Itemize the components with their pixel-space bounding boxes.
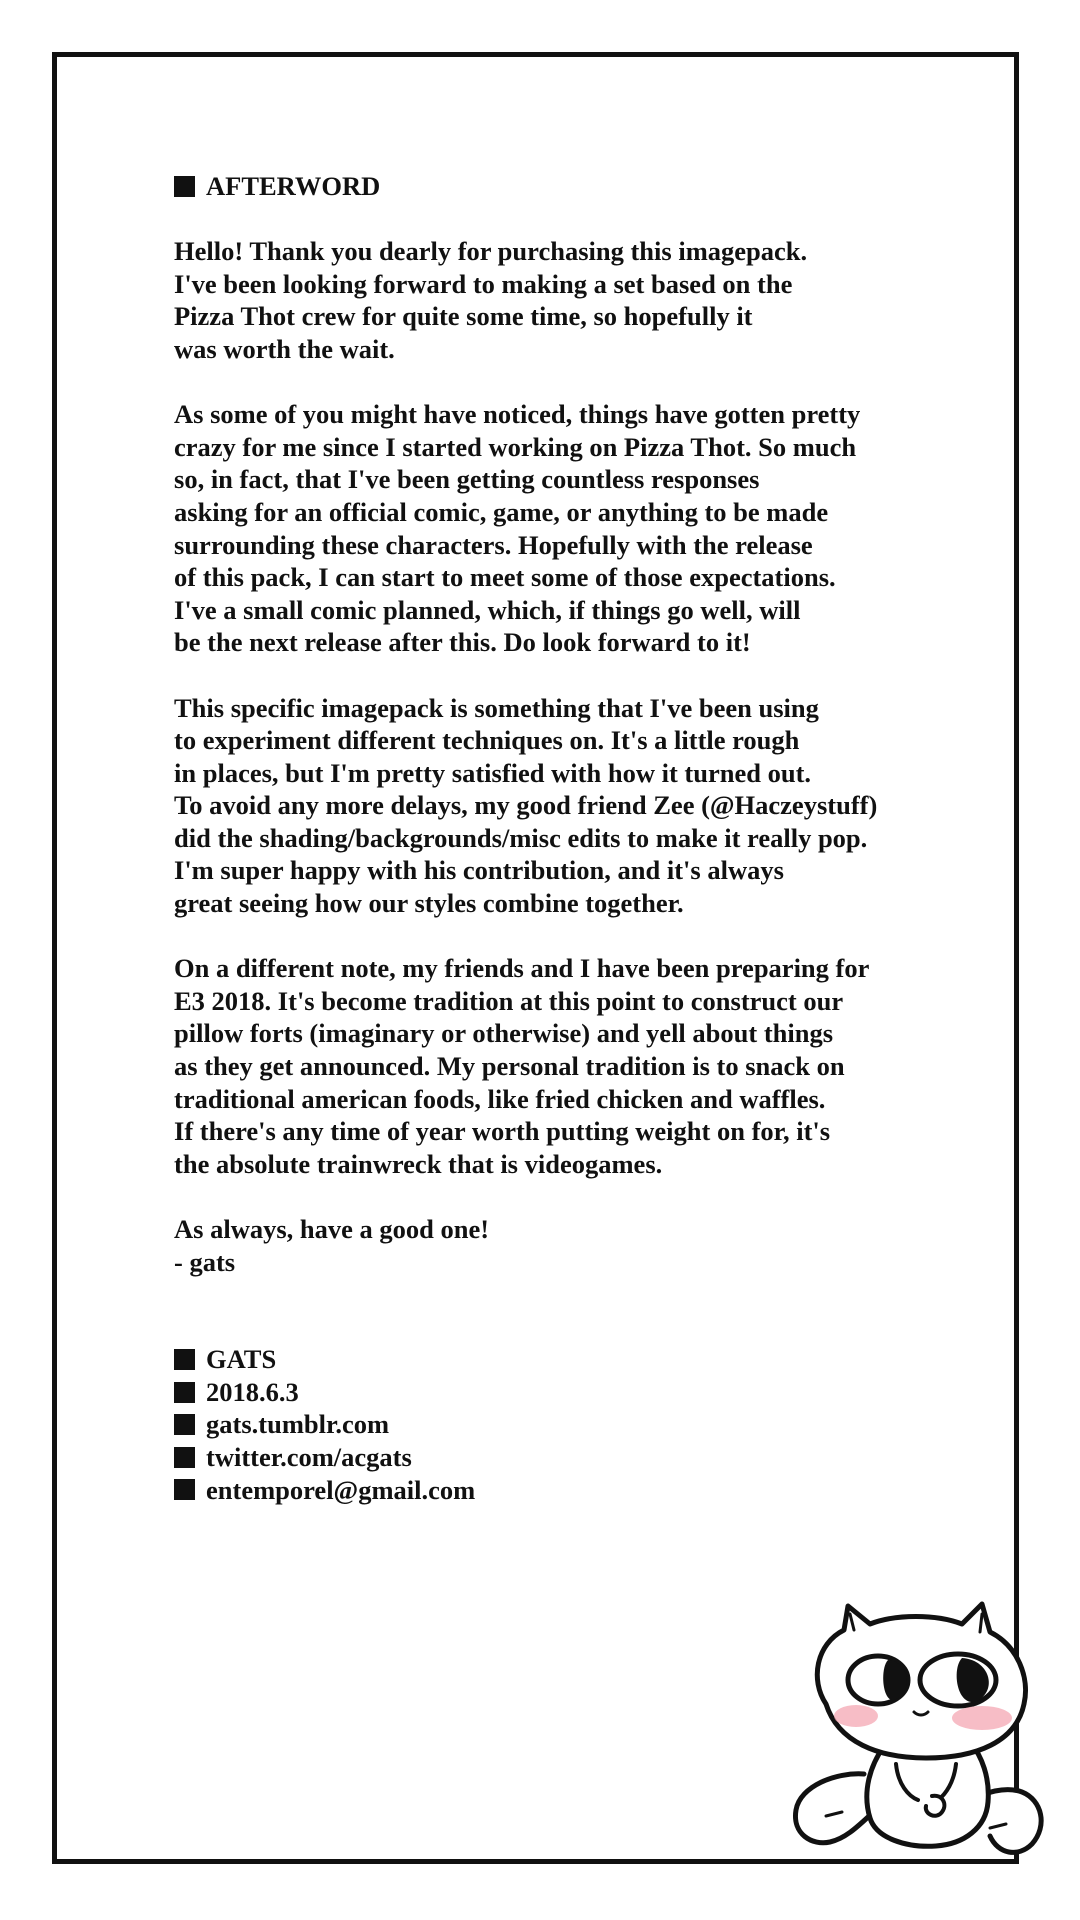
paragraph-4 [174,952,974,1180]
info-item-text: 2018.6.3 [206,1376,299,1407]
cat-mascot-icon [786,1596,1056,1872]
paragraph-line: was worth the wait. [174,333,395,364]
square-bullet-icon [174,1479,195,1500]
paragraph-line: As some of you might have noticed, things have gotten pretty [174,399,861,430]
afterword-heading-text: AFTERWORD [206,171,381,201]
paragraph-line: If there's any time of year worth putting weight on for, it's [174,1116,831,1147]
afterword-text [174,170,974,1506]
paragraph-line: as they get announced. My personal tradition is to snack on [174,1051,845,1082]
paragraph-line: great seeing how our styles combine together. [174,888,684,919]
paragraph-line: the absolute trainwreck that is videogames. [174,1148,663,1179]
paragraph-line: This specific imagepack is something that I've been using [174,692,819,723]
info-item-text: twitter.com/acgats [206,1441,412,1472]
square-bullet-icon [174,1447,195,1468]
paragraph-line: pillow forts (imaginary or otherwise) and yell about things [174,1018,834,1049]
info-item-text: GATS [206,1344,277,1375]
paragraph-line: traditional american foods, like fried chicken and waffles. [174,1083,826,1114]
paragraph-line: of this pack, I can start to meet some of those expectations. [174,562,836,593]
paragraph-line: Pizza Thot crew for quite some time, so hopefully it [174,301,753,332]
paragraph-line: be the next release after this. Do look forward to it! [174,627,751,658]
info-item-text: entemporel@gmail.com [206,1474,476,1505]
paragraph-line: I've been looking forward to making a set based on the [174,268,793,299]
info-item-name [174,1343,974,1376]
info-item-tumblr [174,1408,974,1441]
paragraph-2 [174,398,974,659]
author-info-list [174,1343,974,1506]
info-item-date [174,1376,974,1409]
signoff-signature: - gats [174,1246,236,1277]
paragraph-line: in places, but I'm pretty satisfied with how it turned out. [174,757,812,788]
paragraph-line: E3 2018. It's become tradition at this point to construct our [174,985,844,1016]
signoff-line: As always, have a good one! [174,1214,490,1244]
paragraph-line: so, in fact, that I've been getting countless responses [174,464,760,495]
paragraph-line: surrounding these characters. Hopefully with the release [174,529,813,560]
info-item-twitter [174,1441,974,1474]
info-item-text: gats.tumblr.com [206,1409,390,1440]
paragraph-line: to experiment different techniques on. It's a little rough [174,725,800,756]
paragraph-1 [174,235,974,365]
info-item-email [174,1474,974,1507]
paragraph-3 [174,692,974,920]
square-bullet-icon [174,1382,195,1403]
paragraph-line: asking for an official comic, game, or anything to be made [174,496,829,527]
paragraph-line: On a different note, my friends and I have been preparing for [174,953,870,984]
square-bullet-icon [174,1349,195,1370]
paragraph-line: Hello! Thank you dearly for purchasing this imagepack. [174,236,808,267]
paragraph-line: did the shading/backgrounds/misc edits to make it really pop. [174,822,868,853]
square-bullet-icon [174,1414,195,1435]
paragraph-line: crazy for me since I started working on Pizza Thot. So much [174,431,857,462]
paragraph-line: I'm super happy with his contribution, and it's always [174,855,784,886]
paragraph-line: I've a small comic planned, which, if things go well, will [174,594,801,625]
signoff [174,1213,974,1278]
afterword-heading [174,170,974,203]
square-bullet-icon [174,176,195,197]
paragraph-line: To avoid any more delays, my good friend Zee (@Haczeystuff) [174,790,878,821]
